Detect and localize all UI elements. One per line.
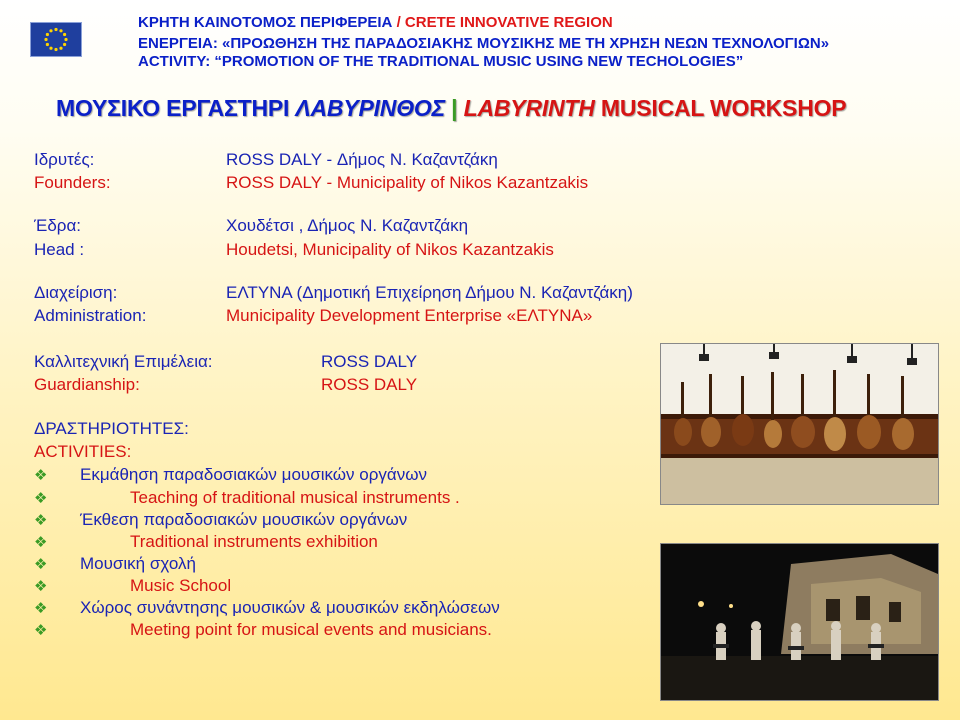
activity-item-text: Μουσική σχολή	[80, 554, 196, 573]
list-item	[34, 598, 500, 618]
guardianship-value-en: ROSS DALY	[321, 375, 418, 394]
activity-item-text: Meeting point for musical events and musicians.	[130, 620, 492, 639]
list-item	[34, 554, 196, 574]
head-label-gr: Έδρα:	[34, 216, 82, 235]
activity-item-text: Traditional instruments exhibition	[130, 532, 378, 551]
diamond-bullet-icon: ❖	[34, 512, 48, 529]
eu-flag-logo	[30, 22, 82, 57]
head-value-gr: Χουδέτσι , Δήμος Ν. Καζαντζάκη	[226, 216, 469, 235]
diamond-bullet-icon: ❖	[34, 600, 48, 617]
activity-item-text: Music School	[130, 576, 232, 595]
activities-label-en: ACTIVITIES:	[34, 442, 132, 461]
list-item	[34, 488, 460, 508]
title-part-3: LABYRINTH	[463, 95, 595, 121]
page-title	[56, 95, 846, 122]
head-value-en: Houdetsi, Municipality of Nikos Kazantzakis	[226, 240, 554, 259]
head-label-en: Head :	[34, 240, 85, 259]
header-line-1	[138, 14, 613, 31]
title-separator: |	[444, 95, 464, 121]
guardianship-label-gr: Καλλιτεχνική Επιμέλεια:	[34, 352, 213, 371]
title-part-1: ΜΟΥΣΙΚΟ ΕΡΓΑΣΤΗΡΙ	[56, 95, 296, 121]
list-item	[34, 576, 231, 596]
list-item	[34, 465, 427, 485]
instruments-photo	[660, 343, 939, 505]
diamond-bullet-icon: ❖	[34, 490, 48, 507]
founders-value-en: ROSS DALY - Municipality of Nikos Kazantzakis	[226, 173, 589, 192]
header-region-gr: ΚΡΗΤΗ ΚΑΙΝΟΤΟΜΟΣ ΠΕΡΙΦΕΡΕΙΑ	[138, 14, 393, 31]
diamond-bullet-icon: ❖	[34, 622, 48, 639]
diamond-bullet-icon: ❖	[34, 578, 48, 595]
header-line-3: ACTIVITY: “PROMOTION OF THE TRADITIONAL MUSIC USING NEW TECHOLOGIES”	[138, 53, 744, 70]
activity-item-text: Teaching of traditional musical instruments .	[130, 488, 460, 507]
founders-label-en: Founders:	[34, 173, 111, 192]
header-line-2: ΕΝΕΡΓΕΙΑ: «ΠΡΟΩΘΗΣΗ ΤΗΣ ΠΑΡΑΔΟΣΙΑΚΗΣ ΜΟΥΣΙΚΗΣ ΜΕ ΤΗ ΧΡΗΣΗ ΝΕΩΝ ΤΕΧΝΟΛΟΓΙΩΝ»	[138, 35, 830, 52]
founders-value-gr: ROSS DALY - Δήμος Ν. Καζαντζάκη	[226, 150, 498, 169]
admin-value-gr: ΕΛΤΥΝΑ (Δημοτική Επιχείρηση Δήμου Ν. Καζαντζάκη)	[226, 283, 633, 302]
list-item	[34, 510, 407, 530]
admin-label-en: Administration:	[34, 306, 147, 325]
activity-item-text: Εκμάθηση παραδοσιακών μουσικών οργάνων	[80, 465, 427, 484]
guardianship-label-en: Guardianship:	[34, 375, 140, 394]
guardianship-value-gr: ROSS DALY	[321, 352, 418, 371]
activities-label-gr: ΔΡΑΣΤΗΡΙΟΤΗΤΕΣ:	[34, 419, 189, 438]
list-item	[34, 532, 378, 552]
activity-item-text: Χώρος συνάντησης μουσικών & μουσικών εκδηλώσεων	[80, 598, 500, 617]
header-region-en: / CRETE INNOVATIVE REGION	[396, 14, 613, 31]
admin-value-en: Municipality Development Enterprise «ΕΛΤΥΝΑ»	[226, 306, 593, 325]
diamond-bullet-icon: ❖	[34, 467, 48, 484]
admin-label-gr: Διαχείριση:	[34, 283, 118, 302]
list-item	[34, 620, 492, 640]
concert-photo	[660, 543, 939, 701]
title-part-2: ΛΑΒΥΡΙΝΘΟΣ	[295, 95, 445, 121]
founders-label-gr: Ιδρυτές:	[34, 150, 95, 169]
activity-item-text: Έκθεση παραδοσιακών μουσικών οργάνων	[80, 510, 408, 529]
diamond-bullet-icon: ❖	[34, 556, 48, 573]
diamond-bullet-icon: ❖	[34, 534, 48, 551]
title-part-4: MUSICAL WORKSHOP	[594, 95, 847, 121]
